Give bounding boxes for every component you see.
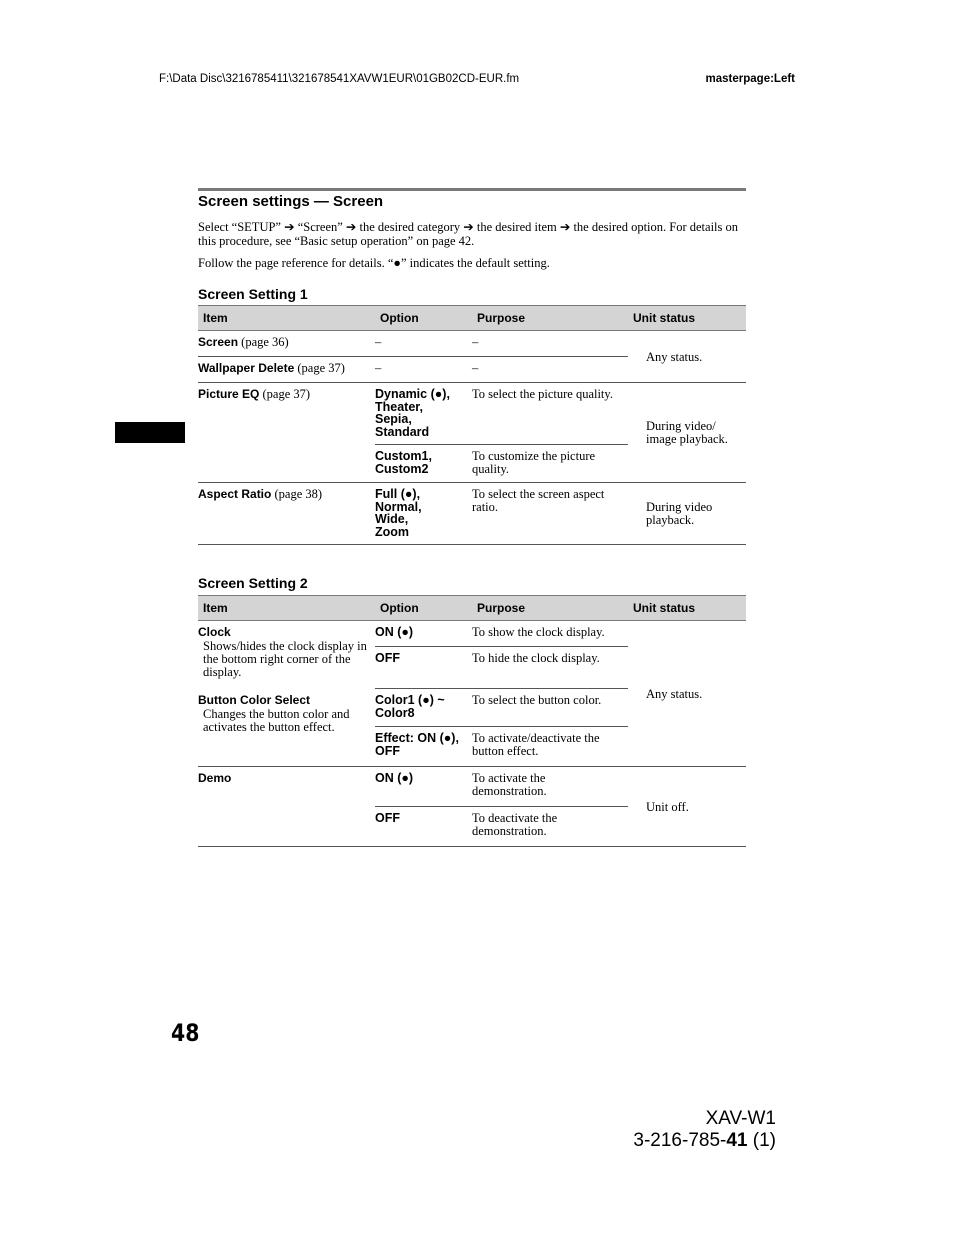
unit-status-cell: During video playback. (628, 483, 746, 545)
unit-status-cell: Any status. (628, 331, 746, 383)
item-cell: Clock Shows/hides the clock display in the bottom right corner of the display. (198, 625, 367, 679)
option-cell: ON (●) (375, 767, 472, 807)
option-cell: Custom1, Custom2 (375, 445, 472, 483)
purpose-cell: To select the screen aspect ratio. (472, 483, 628, 545)
purpose-cell: To activate the demonstration. (472, 767, 628, 807)
col-unit-status: Unit status (628, 596, 746, 621)
col-item: Item (198, 596, 375, 621)
option-cell: Effect: ON (●), OFF (375, 727, 472, 767)
table-row (198, 331, 746, 357)
item-cell: Demo (198, 767, 375, 847)
item-cell: Aspect Ratio (page 38) (198, 483, 375, 545)
screen-setting-1-title: Screen Setting 1 (198, 286, 308, 302)
table-row (198, 767, 746, 807)
screen-setting-2-title: Screen Setting 2 (198, 575, 308, 591)
option-cell: – (375, 357, 472, 383)
option-cell: Full (●), Normal, Wide, Zoom (375, 483, 472, 545)
option-cell: Dynamic (●), Theater, Sepia, Standard (375, 383, 472, 445)
model-name: XAV-W1 (705, 1108, 776, 1129)
section-title: Screen settings — Screen (198, 193, 384, 210)
purpose-cell: – (472, 357, 628, 383)
screen-setting-2-table (198, 595, 746, 847)
purpose-cell: To select the picture quality. (472, 383, 628, 445)
col-unit-status: Unit status (628, 306, 746, 331)
col-option: Option (375, 596, 472, 621)
purpose-cell: To deactivate the demonstration. (472, 807, 628, 847)
section-rule (198, 188, 746, 191)
table-row (198, 483, 746, 545)
purpose-cell: To activate/deactivate the button effect. (472, 727, 628, 767)
intro-paragraph: Select “SETUP” ➔ “Screen” ➔ the desired category ➔ the desired item ➔ the desired option. For details on this procedure, see “Basic setup operation” on page 42. (198, 220, 739, 248)
table-row (198, 383, 746, 445)
option-cell: – (375, 331, 472, 357)
side-tab-marker (115, 422, 185, 443)
masterpage-label: masterpage:Left (705, 73, 795, 85)
model-block (633, 1108, 776, 1152)
file-path: F:\Data Disc\3216785411\321678541XAVW1EUR\01GB02CD-EUR.fm (159, 73, 520, 85)
default-note: Follow the page reference for details. “●” indicates the default setting. (198, 256, 550, 270)
unit-status-cell: During video/ image playback. (628, 383, 746, 483)
option-cell: OFF (375, 647, 472, 689)
item-cell: Wallpaper Delete (page 37) (198, 357, 375, 383)
unit-status-cell: Unit off. (628, 767, 746, 847)
purpose-cell: – (472, 331, 628, 357)
option-cell: Color1 (●) ~ Color8 (375, 689, 472, 727)
item-cell: Button Color Select Changes the button color and activates the button effect. (198, 689, 375, 767)
table-header-row (198, 306, 746, 331)
part-code: 3-216-785-41 (1) (633, 1130, 776, 1151)
unit-status-cell: Any status. (628, 621, 746, 767)
purpose-cell: To hide the clock display. (472, 647, 628, 689)
col-purpose: Purpose (472, 306, 628, 331)
page-number: 48 (171, 1019, 200, 1047)
item-cell: Picture EQ (page 37) (198, 383, 375, 483)
table-row (198, 621, 746, 647)
purpose-cell: To customize the picture quality. (472, 445, 628, 483)
purpose-cell: To show the clock display. (472, 621, 628, 647)
col-option: Option (375, 306, 472, 331)
col-purpose: Purpose (472, 596, 628, 621)
option-cell: OFF (375, 807, 472, 847)
purpose-cell: To select the button color. (472, 689, 628, 727)
item-cell: Screen (page 36) (198, 331, 375, 357)
screen-setting-1-table (198, 305, 746, 545)
table-header-row (198, 596, 746, 621)
option-cell: ON (●) (375, 621, 472, 647)
col-item: Item (198, 306, 375, 331)
